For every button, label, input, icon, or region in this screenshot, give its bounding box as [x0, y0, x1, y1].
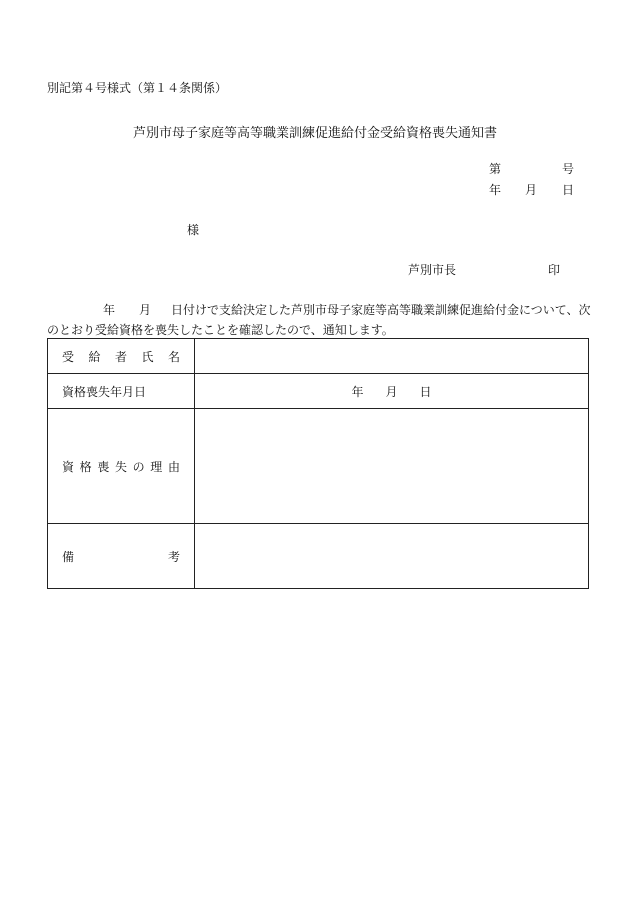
loss-date-field[interactable] [195, 374, 589, 409]
issuer-title: 芦別市長 [408, 263, 457, 277]
remarks-field[interactable] [195, 524, 589, 589]
date-month: 月 [525, 183, 538, 197]
form-label: 別記第４号様式（第１４条関係） [47, 81, 228, 95]
body-line-1 [47, 300, 592, 320]
body-line-2: のとおり受給資格を喪失したことを確認したので、通知します。 [47, 323, 394, 337]
seal-mark: 印 [548, 263, 561, 277]
body-year: 年 [103, 303, 116, 317]
date-day: 日 [562, 183, 575, 197]
info-table [47, 338, 589, 589]
table-row-reason [48, 409, 589, 524]
loss-date-label: 資格喪失年月日 [48, 374, 195, 409]
addressee-suffix: 様 [187, 223, 200, 237]
loss-date-day: 日 [419, 384, 432, 399]
loss-reason-field[interactable] [195, 409, 589, 524]
loss-reason-label: 資 格 喪 失 の 理 由 [48, 409, 195, 524]
recipient-name-label: 受 給 者 氏 名 [48, 339, 195, 374]
loss-date-year: 年 [351, 384, 364, 399]
recipient-name-field[interactable] [195, 339, 589, 374]
table-row-remarks [48, 524, 589, 589]
date-year: 年 [489, 183, 502, 197]
table-row-loss-date [48, 374, 589, 409]
body-month: 月 [139, 303, 152, 317]
number-prefix: 第 [489, 162, 502, 176]
loss-date-month: 月 [385, 384, 398, 399]
body-line-1-rest: 日付けで支給決定した芦別市母子家庭等高等職業訓練促進給付金について、次 [171, 303, 591, 317]
body-paragraph [47, 300, 592, 340]
remarks-label: 備 考 [48, 524, 195, 589]
number-suffix: 号 [562, 162, 575, 176]
table-row-recipient [48, 339, 589, 374]
document-title: 芦別市母子家庭等高等職業訓練促進給付金受給資格喪失通知書 [132, 126, 497, 141]
